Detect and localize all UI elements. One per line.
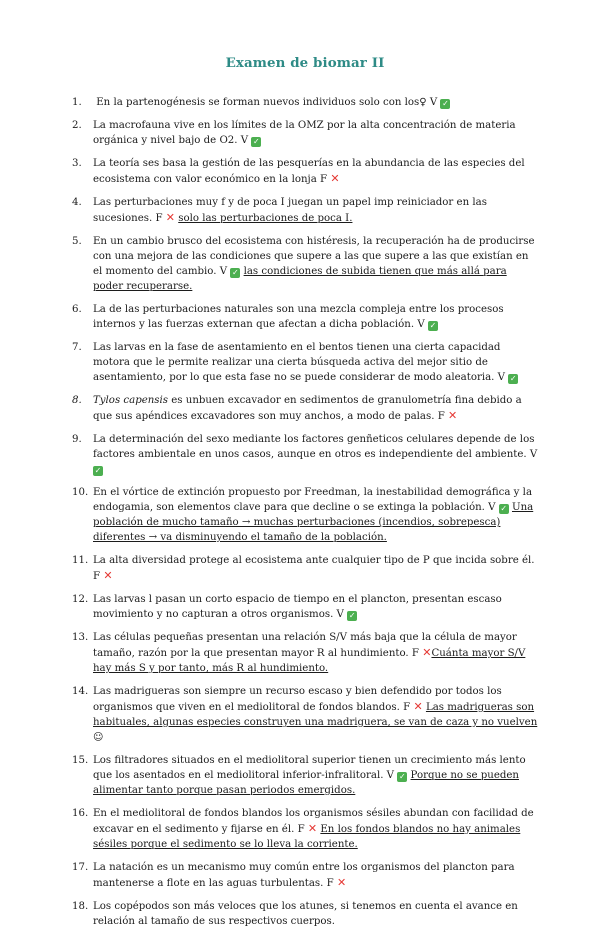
item-text: La macrofauna vive en los límites de la OMZ por la alta concentración de materia orgánica y nivel bajo de O2. V	[93, 120, 516, 146]
cross-icon: ✕	[413, 700, 423, 713]
item-number: 11.	[72, 555, 89, 566]
item-text: En el mediolitoral de fondos blandos los organismos sésiles abundan con facilidad de excavar en el sedimento y fijarse en él. F	[93, 808, 534, 835]
correction-note: Cuánta mayor S/V hay más S y por tanto, más R al hundimiento.	[93, 648, 526, 674]
item-text: En el vórtice de extinción propuesto por Freedman, la inestabilidad demográfica y la endogamia, son elementos clave para que decline o se extinga la población. V	[93, 487, 533, 513]
item-text: La natación es un mecanismo muy común entre los organismos del plancton para mantenerse a flote en las aguas turbulentas. F	[93, 862, 515, 889]
item-number: 15.	[72, 755, 89, 766]
correction-note: En los fondos blandos no hay animales sésiles porque el sedimento se lo lleva la corriente.	[93, 824, 521, 850]
item-text: En un cambio brusco del ecosistema con histéresis, la recuperación ha de producirse con una mejora de las condiciones que supere a las que supere a las que existían en el momento del cambio. V	[93, 236, 535, 277]
list-item-2	[72, 118, 538, 148]
item-text: Las larvas l pasan un corto espacio de tiempo en el plancton, presentan escaso movimiento y no capturan a otros organismos. V	[93, 594, 502, 620]
check-icon: ✓	[398, 772, 406, 781]
list-item-16	[72, 806, 538, 852]
item-text: En la partenogénesis se forman nuevos individuos solo con los	[96, 97, 420, 108]
item-number: 16.	[72, 808, 89, 819]
list-item-9	[72, 432, 538, 477]
item-number: 3.	[72, 158, 82, 169]
check-icon: ✓	[429, 321, 437, 330]
correction-note: Porque no se pueden alimentar tanto porque pasan periodos emergidos.	[93, 770, 519, 796]
item-text: Las perturbaciones muy f y de poca I juegan un papel imp reiniciador en las sucesiones. F	[93, 197, 487, 224]
cross-icon: ✕	[307, 822, 318, 835]
item-text: Los copépodos son más veloces que los atunes, si tenemos en cuenta el avance en relación al tamaño de sus respectivos cuerpos.	[93, 901, 518, 927]
item-text: Los filtradores situados en el mediolitoral superior tienen un crecimiento más lento que los asentados en el mediolitoral inferior-infralitoral. V	[93, 755, 526, 781]
list-item-11	[72, 553, 538, 584]
answer-label: V	[429, 97, 438, 108]
item-number: 18.	[72, 901, 89, 912]
check-icon: ✓	[348, 611, 356, 620]
list-item-1	[72, 95, 538, 110]
item-number: 14.	[72, 686, 89, 697]
item-number: 7.	[72, 342, 82, 353]
item-text: es unbuen excavador en sedimentos de granulometría fina debido a que sus apéndices excavadores son muy anchos, a modo de palas. F	[93, 395, 522, 422]
cross-icon: ✕	[422, 646, 432, 659]
item-text: Las madrigueras son siempre un recurso escaso y bien defendido por todos los organismos que viven en el mediolitoral de fondos blandos. F	[93, 686, 502, 713]
item-number: 2.	[72, 120, 82, 131]
check-icon: ✓	[231, 268, 239, 277]
page-title: Examen de biomar II	[225, 55, 385, 71]
cross-icon: ✕	[103, 569, 113, 582]
list-item-5	[72, 234, 538, 294]
item-text: Las larvas en la fase de asentamiento en el bentos tienen una cierta capacidad motora que le permite realizar una cierta búsqueda activa del mejor sitio de asentamiento, por lo que esta fase no se puede considerar de modo aleatoria. V	[93, 342, 506, 383]
list-item-3	[72, 156, 538, 187]
check-icon: ✓	[94, 466, 102, 475]
item-number: 1.	[72, 97, 82, 108]
list-item-8	[72, 393, 538, 424]
item-number: 12.	[72, 594, 89, 605]
list-item-14	[72, 684, 538, 745]
cross-icon: ✕	[165, 211, 175, 224]
list-item-13	[72, 630, 538, 676]
list-item-7	[72, 340, 538, 385]
list-item-17	[72, 860, 538, 891]
item-text: La alta diversidad protege al ecosistema ante cualquier tipo de P que incida sobre él. F	[93, 555, 535, 582]
question-list	[72, 95, 538, 929]
item-text: Las células pequeñas presentan una relación S/V más baja que la célula de mayor tamaño, razón por la que presentan mayor R al hundimiento. F	[93, 632, 517, 659]
item-number: 13.	[72, 632, 89, 643]
check-icon: ✓	[253, 137, 260, 146]
female-symbol-icon: ♀	[419, 97, 427, 108]
check-icon: ✓	[500, 504, 508, 513]
list-item-15	[72, 753, 538, 798]
list-item-10	[72, 485, 538, 545]
check-icon: ✓	[442, 99, 449, 108]
list-item-4	[72, 195, 538, 226]
item-text: La de las perturbaciones naturales son una mezcla compleja entre los procesos internos y las fuerzas externan que afectan a dicha población. V	[93, 304, 504, 330]
item-number: 6.	[72, 304, 82, 315]
correction-note: Una población de mucho tamaño → muchas perturbaciones (incendios, sobrepesca) diferentes → va disminuyendo el tamaño de la población.	[93, 502, 534, 543]
item-number: 8.	[72, 395, 82, 406]
item-text: La teoría ses basa la gestión de las pesquerías en la abundancia de las especies del ecosistema con valor económico en la lonja F	[93, 158, 525, 185]
correction-note: solo las perturbaciones de poca I.	[178, 213, 353, 224]
cross-icon: ✕	[330, 172, 340, 185]
smile-icon: ☺	[93, 732, 104, 743]
list-item-6	[72, 302, 538, 332]
correction-note: las condiciones de subida tienen que más allá para poder recuperarse.	[93, 266, 507, 292]
item-text: La determinación del sexo mediante los factores genñeticos celulares depende de los factores ambientale en unos casos, aunque en otros es independiente del ambiente. V	[93, 434, 538, 460]
item-number: 17.	[72, 862, 89, 873]
item-number: 9.	[72, 434, 82, 445]
item-number: 4.	[72, 197, 82, 208]
correction-note: Las madrigueras son habituales, algunas especies construyen una madriguera, se van de caza y no vuelven	[93, 702, 538, 728]
item-number: 5.	[72, 236, 82, 247]
check-icon: ✓	[509, 374, 517, 383]
list-item-12	[72, 592, 538, 622]
item-number: 10.	[72, 487, 89, 498]
cross-icon: ✕	[448, 409, 458, 422]
list-item-18	[72, 899, 538, 929]
species-name: Tylos capensis	[93, 395, 169, 406]
cross-icon: ✕	[336, 876, 347, 889]
